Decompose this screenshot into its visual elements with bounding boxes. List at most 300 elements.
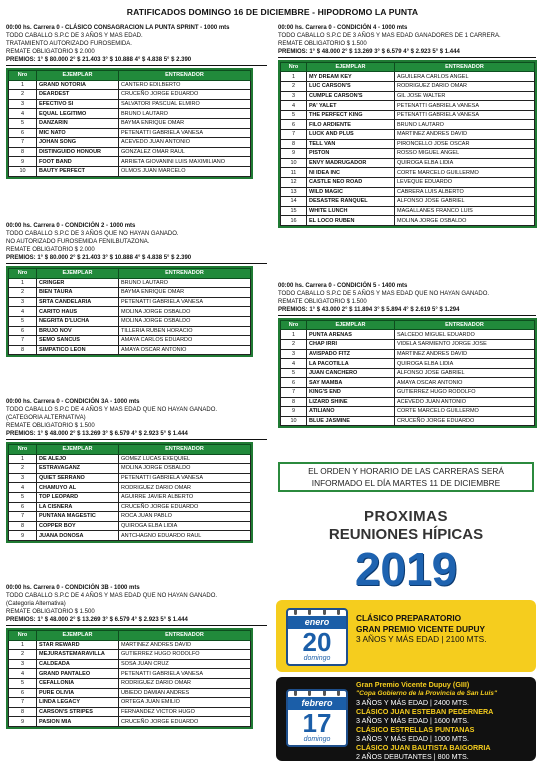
- horse-name: FILO ARDIENTE: [307, 120, 395, 130]
- horse-name: LUC CARSON'S: [307, 82, 395, 92]
- calendar-month: febrero: [288, 697, 346, 710]
- race-block-4: [6, 584, 267, 732]
- column-header-ejemplar: EJEMPLAR: [37, 269, 119, 278]
- race-block-5: [278, 24, 537, 231]
- horse-name: THE PERFECT KING: [307, 110, 395, 120]
- trainer-name: QUIROGA ELBA LIDIA: [119, 521, 251, 531]
- runner-number: 15: [281, 206, 307, 216]
- runner-number: 6: [281, 120, 307, 130]
- runner-number: 4: [9, 483, 37, 493]
- runner-number: 14: [281, 197, 307, 207]
- column-header-nro: Nro: [9, 269, 37, 278]
- trainer-name: PETENATTI GABRIELA VANESA: [119, 297, 251, 307]
- trainer-name: ANTCHAGNO EDUARDO RAUL: [119, 531, 251, 541]
- runners-table: [280, 320, 535, 426]
- horse-name: ATILIANO: [307, 407, 395, 417]
- trainer-name: SALCEDO MIGUEL EDUARDO: [395, 330, 535, 340]
- upcoming-title-line2: REUNIONES HÍPICAS: [328, 526, 484, 543]
- trainer-name: RODRIGUEZ DARIO OMAR: [395, 82, 535, 92]
- race-block-6: [278, 282, 537, 432]
- table-row: [9, 512, 251, 522]
- race-prizes: PREMIOS: 1° $ 48.000 2° $ 13.269 3° $ 6.579 4° $ 2.923 5° $ 1.444: [278, 48, 536, 58]
- race-condition: TODO CABALLO S.P.C DE 4 AÑOS Y MAS EDAD QUE NO HAYAN GANADO.: [6, 407, 218, 414]
- runner-number: 8: [9, 707, 37, 717]
- runners-table-wrapper: [278, 60, 537, 228]
- race-block-2: [6, 222, 267, 360]
- runners-table: [8, 630, 251, 726]
- runner-number: 3: [9, 297, 37, 307]
- calendar-weekday: domingo: [303, 655, 331, 662]
- race-remate: REMATE OBLIGATORIO $ 1.500: [6, 609, 95, 616]
- column-header-entrenador: ENTRENADOR: [119, 445, 251, 454]
- table-row: [9, 166, 251, 176]
- horse-name: GRAND PANTALEO: [37, 669, 119, 679]
- calendar-weekday: domingo: [303, 736, 331, 743]
- trainer-name: PETENATTI GABRIELA VANESA: [119, 128, 251, 138]
- trainer-name: BRUNO LAUTARO: [395, 120, 535, 130]
- trainer-name: OLMOS JUAN MARCELO: [119, 166, 251, 176]
- table-row: [9, 326, 251, 336]
- table-row: [9, 640, 251, 650]
- table-row: [281, 340, 535, 350]
- table-row: [281, 359, 535, 369]
- runner-number: 7: [281, 130, 307, 140]
- race-condition: (CATEGORIA ALTERNATIVA): [6, 415, 86, 422]
- runner-number: 8: [281, 397, 307, 407]
- table-row: [9, 80, 251, 90]
- table-row: [9, 118, 251, 128]
- runner-number: 4: [9, 307, 37, 317]
- table-row: [281, 216, 535, 226]
- trainer-name: GUTIERREZ HUGO RODOLFO: [395, 388, 535, 398]
- trainer-name: BRUNO LAUTARO: [119, 109, 251, 119]
- runner-number: 2: [281, 340, 307, 350]
- trainer-name: GUTIERREZ HUGO RODOLFO: [119, 650, 251, 660]
- trainer-name: GONZALEZ OMAR RAUL: [119, 147, 251, 157]
- trainer-name: ROCA JUAN PABLO: [119, 512, 251, 522]
- race-remate: REMATE OBLIGATORIO $ 2.000: [6, 247, 95, 254]
- trainer-name: ACEVEDO JUAN ANTONIO: [119, 138, 251, 148]
- table-row: [281, 407, 535, 417]
- trainer-name: QUIROGA ELBA LIDIA: [395, 158, 535, 168]
- runner-number: 1: [281, 330, 307, 340]
- calendar-day: 20: [302, 627, 332, 657]
- runner-number: 9: [9, 717, 37, 727]
- column-header-nro: Nro: [9, 445, 37, 454]
- event-line: "Copa Gobierno de la Provincia de San Luis": [356, 690, 498, 697]
- race-condition: TODO CABALLO S.P.C DE 4 AÑOS Y MAS EDAD QUE NO HAYAN GANADO.: [6, 593, 218, 600]
- horse-name: CALDEADA: [37, 659, 119, 669]
- runner-number: 16: [281, 216, 307, 226]
- column-header-entrenador: ENTRENADOR: [395, 63, 535, 72]
- runners-table-wrapper: [278, 318, 537, 428]
- runners-table-wrapper: [6, 628, 253, 728]
- table-row: [281, 197, 535, 207]
- table-row: [281, 72, 535, 82]
- horse-name: PUNTA ARENAS: [307, 330, 395, 340]
- horse-name: DANZARIN: [37, 118, 119, 128]
- table-row: [9, 99, 251, 109]
- horse-name: JUANA DONOSA: [37, 531, 119, 541]
- runner-number: 5: [9, 678, 37, 688]
- column-header-nro: Nro: [9, 631, 37, 640]
- event-card-february: [276, 677, 536, 761]
- horse-name: PURE OLIVIA: [37, 688, 119, 698]
- event-line: CLÁSICO ESTRELLAS PUNTANAS: [356, 725, 475, 734]
- race-header: 00:00 hs. Carrera 0 - CONDICIÓN 2 - 1000 mts: [6, 223, 136, 229]
- runner-number: 5: [9, 316, 37, 326]
- trainer-name: CRUCEÑO JORGE EDUARDO: [119, 502, 251, 512]
- table-row: [9, 473, 251, 483]
- table-row: [9, 521, 251, 531]
- calendar-icon: [286, 608, 348, 666]
- upcoming-year: 2019: [354, 543, 458, 595]
- table-row: [9, 464, 251, 474]
- runner-number: 9: [9, 157, 37, 167]
- runner-number: 2: [9, 650, 37, 660]
- schedule-notice: [278, 462, 534, 492]
- trainer-name: MAGALLANES FRANCO LUIS: [395, 206, 535, 216]
- calendar-icon: [286, 689, 348, 747]
- runner-number: 5: [9, 492, 37, 502]
- horse-name: CUMPLE CARSON'S: [307, 91, 395, 101]
- race-block-3: [6, 398, 267, 546]
- trainer-name: ROSSO MIGUEL ANGEL: [395, 149, 535, 159]
- runner-number: 6: [281, 378, 307, 388]
- horse-name: SRTA CANDELARIA: [37, 297, 119, 307]
- trainer-name: MOLINA JORGE OSBALDO: [119, 316, 251, 326]
- horse-name: EFECTIVO SI: [37, 99, 119, 109]
- runner-number: 6: [9, 688, 37, 698]
- event-line: 3 AÑOS Y MÁS EDAD | 1600 MTS.: [356, 716, 470, 725]
- table-row: [281, 368, 535, 378]
- trainer-name: MARTINEZ ANDRES DAVID: [395, 130, 535, 140]
- horse-name: SIMPATICO LEON: [37, 345, 119, 355]
- table-row: [281, 330, 535, 340]
- runner-number: 6: [9, 326, 37, 336]
- runner-number: 3: [9, 473, 37, 483]
- horse-name: GRAND NOTORIA: [37, 80, 119, 90]
- horse-name: LIZARD SHINE: [307, 397, 395, 407]
- table-row: [281, 397, 535, 407]
- runner-number: 8: [9, 147, 37, 157]
- column-header-ejemplar: EJEMPLAR: [307, 321, 395, 330]
- table-row: [9, 492, 251, 502]
- horse-name: KING'S END: [307, 388, 395, 398]
- horse-name: PASION MIA: [37, 717, 119, 727]
- trainer-name: UBIEDO DAMIAN ANDRES: [119, 688, 251, 698]
- race-prizes: PREMIOS: 1° $ 48.000 2° $ 13.269 3° $ 6.579 4° $ 2.923 5° $ 1.444: [6, 430, 267, 440]
- trainer-name: MOLINA JORGE OSBALDO: [395, 216, 535, 226]
- runner-number: 10: [9, 166, 37, 176]
- race-remate: REMATE OBLIGATORIO $ 2.000: [6, 49, 95, 56]
- race-header: 00:00 hs. Carrera 0 - CONDICIÓN 3B - 1000 mts: [6, 585, 140, 591]
- table-row: [9, 288, 251, 298]
- runner-number: 6: [9, 502, 37, 512]
- horse-name: ENVY MADRUGADOR: [307, 158, 395, 168]
- trainer-name: ALFONSO JOSE GABRIEL: [395, 197, 535, 207]
- table-row: [281, 349, 535, 359]
- race-header: 00:00 hs. Carrera 0 - CONDICIÓN 3A - 1000 mts: [6, 399, 140, 405]
- horse-name: JOHAN SONG: [37, 138, 119, 148]
- runners-table: [8, 268, 251, 355]
- table-row: [9, 659, 251, 669]
- race-remate: REMATE OBLIGATORIO $ 1.500: [278, 41, 367, 48]
- horse-name: DEARDEST: [37, 90, 119, 100]
- trainer-name: ALFONSO JOSE GABRIEL: [395, 368, 535, 378]
- horse-name: BAUTY PERFECT: [37, 166, 119, 176]
- trainer-name: PETENATTI GABRIELA VANESA: [119, 473, 251, 483]
- horse-name: SAY MAMBA: [307, 378, 395, 388]
- trainer-name: BAYMA ENRIQUE OMAR: [119, 118, 251, 128]
- table-row: [9, 128, 251, 138]
- horse-name: CASTLE NEO ROAD: [307, 178, 395, 188]
- horse-name: MY DREAM KEY: [307, 72, 395, 82]
- trainer-name: BAYMA ENRIQUE OMAR: [119, 288, 251, 298]
- horse-name: QUIET SERRANO: [37, 473, 119, 483]
- table-row: [9, 698, 251, 708]
- table-row: [281, 388, 535, 398]
- trainer-name: CORTE MARCELO GUILLERMO: [395, 407, 535, 417]
- runner-number: 7: [9, 698, 37, 708]
- runners-table-wrapper: [6, 68, 253, 178]
- trainer-name: CORTE MARCELO GUILLERMO: [395, 168, 535, 178]
- runner-number: 5: [281, 368, 307, 378]
- horse-name: ESTRAVAGANZ: [37, 464, 119, 474]
- runner-number: 3: [281, 91, 307, 101]
- trainer-name: MOLINA JORGE OSBALDO: [119, 307, 251, 317]
- race-condition: TODO CABALLO S.P.C DE 5 AÑOS Y MAS EDAD QUE NO HAYAN GANADO.: [278, 291, 490, 298]
- runner-number: 8: [9, 345, 37, 355]
- runner-number: 8: [9, 521, 37, 531]
- runner-number: 8: [281, 139, 307, 149]
- runner-number: 11: [281, 168, 307, 178]
- event-card-january: [276, 600, 536, 672]
- runner-number: 7: [281, 388, 307, 398]
- race-prizes: PREMIOS: 1° $ 43.000 2° $ 11.894 3° $ 5.894 4° $ 2.619 5° $ 1.294: [278, 306, 536, 316]
- event-line: Gran Premio Vicente Dupuy (GIII): [356, 680, 470, 689]
- trainer-name: MARTINEZ ANDRES DAVID: [395, 349, 535, 359]
- runners-table: [280, 62, 535, 226]
- horse-name: DE ALEJO: [37, 454, 119, 464]
- trainer-name: GOMEZ LUCAS EXEQUIEL: [119, 454, 251, 464]
- runner-number: 7: [9, 138, 37, 148]
- runner-number: 5: [9, 118, 37, 128]
- horse-name: CEFALLONIA: [37, 678, 119, 688]
- column-header-ejemplar: EJEMPLAR: [37, 445, 119, 454]
- runner-number: 2: [9, 464, 37, 474]
- table-row: [281, 149, 535, 159]
- runner-number: 1: [9, 640, 37, 650]
- horse-name: WHITE LUNCH: [307, 206, 395, 216]
- table-row: [281, 378, 535, 388]
- runner-number: 10: [281, 416, 307, 426]
- column-header-ejemplar: EJEMPLAR: [307, 63, 395, 72]
- trainer-name: PETENATTI GABRIELA VANESA: [395, 110, 535, 120]
- horse-name: TELL VAN: [307, 139, 395, 149]
- column-header-ejemplar: EJEMPLAR: [37, 631, 119, 640]
- table-row: [281, 91, 535, 101]
- table-row: [281, 187, 535, 197]
- column-header-entrenador: ENTRENADOR: [395, 321, 535, 330]
- table-row: [281, 101, 535, 111]
- runner-number: 1: [281, 72, 307, 82]
- trainer-name: GIL JOSE WALTER: [395, 91, 535, 101]
- table-row: [9, 650, 251, 660]
- horse-name: EL LOCO RUBEN: [307, 216, 395, 226]
- race-prizes: PREMIOS: 1° $ 80.000 2° $ 21.403 3° $ 10.888 4° $ 4.838 5° $ 2.390: [6, 254, 267, 264]
- trainer-name: MOLINA JORGE OSBALDO: [119, 464, 251, 474]
- event-line: 3 AÑOS Y MÁS EDAD | 2100 MTS.: [356, 634, 487, 644]
- runner-number: 4: [9, 669, 37, 679]
- column-header-nro: Nro: [281, 63, 307, 72]
- horse-name: COPPER BOY: [37, 521, 119, 531]
- runner-number: 9: [281, 149, 307, 159]
- table-row: [281, 168, 535, 178]
- table-row: [9, 90, 251, 100]
- table-row: [281, 178, 535, 188]
- runner-number: 2: [9, 288, 37, 298]
- runner-number: 1: [9, 278, 37, 288]
- runner-number: 7: [9, 512, 37, 522]
- table-row: [9, 531, 251, 541]
- runner-number: 13: [281, 187, 307, 197]
- trainer-name: SALVATORI PASCUAL ELMIRO: [119, 99, 251, 109]
- table-row: [9, 138, 251, 148]
- table-row: [9, 483, 251, 493]
- race-condition: TODO CABALLO S.P.C DE 3 AÑOS QUE NO HAYAN GANADO.: [6, 231, 179, 238]
- horse-name: LUCK AND PLUS: [307, 130, 395, 140]
- trainer-name: ACEVEDO JUAN ANTONIO: [395, 397, 535, 407]
- table-row: [9, 717, 251, 727]
- event-line: 3 AÑOS Y MÁS EDAD | 1000 MTS.: [356, 734, 470, 743]
- table-row: [9, 147, 251, 157]
- runner-number: 9: [9, 531, 37, 541]
- horse-name: JUAN CANCHERO: [307, 368, 395, 378]
- runner-number: 3: [9, 99, 37, 109]
- runner-number: 5: [281, 110, 307, 120]
- race-block-1: [6, 24, 267, 182]
- trainer-name: AMAYA OSCAR ANTONIO: [119, 345, 251, 355]
- horse-name: DESASTRE RANQUEL: [307, 197, 395, 207]
- runner-number: 2: [281, 82, 307, 92]
- runner-number: 4: [9, 109, 37, 119]
- horse-name: BIEN TAURA: [37, 288, 119, 298]
- horse-name: WILD MAGIC: [307, 187, 395, 197]
- race-header: 00:00 hs. Carrera 0 - CONDICIÓN 5 - 1400 mts: [278, 283, 408, 289]
- table-row: [281, 82, 535, 92]
- horse-name: PISTON: [307, 149, 395, 159]
- race-condition: (Categoria Alternativa): [6, 601, 66, 608]
- horse-name: LINDA LEGACY: [37, 698, 119, 708]
- horse-name: MIC NATO: [37, 128, 119, 138]
- column-header-nro: Nro: [281, 321, 307, 330]
- trainer-name: CABRERA LUIS ALBERTO: [395, 187, 535, 197]
- event-line: CLÁSICO JUAN BAUTISTA BAIGORRIA: [356, 743, 491, 752]
- horse-name: NEGRITA D'LUCHA: [37, 316, 119, 326]
- horse-name: NI IDEA INC: [307, 168, 395, 178]
- trainer-name: CANTERO EDILBERTO: [119, 80, 251, 90]
- race-header: 00:00 hs. Carrera 0 - CONDICIÓN 4 - 1000 mts: [278, 25, 408, 31]
- trainer-name: MARTINEZ ANDRES DAVID: [119, 640, 251, 650]
- horse-name: CARSON'S STRIPES: [37, 707, 119, 717]
- runner-number: 9: [281, 407, 307, 417]
- table-row: [9, 297, 251, 307]
- trainer-name: CRUCEÑO JORGE EDUARDO: [119, 717, 251, 727]
- race-header: 00:00 hs. Carrera 0 - CLÁSICO CONSAGRACION LA PUNTA SPRINT - 1000 mts: [6, 25, 230, 31]
- table-row: [9, 157, 251, 167]
- trainer-name: RODRIGUEZ DARIO OMAR: [119, 483, 251, 493]
- runner-number: 1: [9, 454, 37, 464]
- runner-number: 3: [9, 659, 37, 669]
- trainer-name: CRUCEÑO JORGE EDUARDO: [395, 416, 535, 426]
- runner-number: 4: [281, 359, 307, 369]
- runner-number: 4: [281, 101, 307, 111]
- upcoming-meetings-heading: [278, 508, 534, 593]
- column-header-entrenador: ENTRENADOR: [119, 71, 251, 80]
- table-row: [281, 110, 535, 120]
- table-row: [281, 130, 535, 140]
- event-line: CLÁSICO JUAN ESTEBAN PEDERNERA: [356, 707, 494, 716]
- trainer-name: PIRONCELLO JOSE OSCAR: [395, 139, 535, 149]
- column-header-entrenador: ENTRENADOR: [119, 631, 251, 640]
- notice-line: INFORMADO EL DÍA MARTES 11 DE DICIEMBRE: [311, 477, 501, 488]
- horse-name: EQUAL LEGITIMO: [37, 109, 119, 119]
- race-prizes: PREMIOS: 1° $ 80.000 2° $ 21.403 3° $ 10.888 4° $ 4.838 5° $ 2.390: [6, 56, 267, 66]
- trainer-name: ORTEGA JUAN EMILIO: [119, 698, 251, 708]
- runner-number: 7: [9, 336, 37, 346]
- calendar-month: enero: [288, 616, 346, 629]
- runner-number: 3: [281, 349, 307, 359]
- table-row: [9, 345, 251, 355]
- table-row: [9, 454, 251, 464]
- event-line: GRAN PREMIO VICENTE DUPUY: [356, 623, 486, 634]
- trainer-name: RODRIGUEZ DARIO OMAR: [119, 678, 251, 688]
- trainer-name: QUIROGA ELBA LIDIA: [395, 359, 535, 369]
- event-details: [356, 613, 532, 645]
- horse-name: PA' YALET: [307, 101, 395, 111]
- race-condition: TRATAMIENTO AUTORIZADO FUROSEMIDA.: [6, 41, 132, 48]
- calendar-day: 17: [302, 708, 332, 738]
- table-row: [9, 707, 251, 717]
- horse-name: CRINGER: [37, 278, 119, 288]
- table-row: [9, 688, 251, 698]
- runner-number: 2: [9, 90, 37, 100]
- trainer-name: PETENATTI GABRIELA VANESA: [119, 669, 251, 679]
- trainer-name: SOSA JUAN CRUZ: [119, 659, 251, 669]
- column-header-nro: Nro: [9, 71, 37, 80]
- horse-name: DISTINGUIDO HONOUR: [37, 147, 119, 157]
- horse-name: TOP LEOPARD: [37, 492, 119, 502]
- trainer-name: CRUCEÑO JORGE EDUARDO: [119, 90, 251, 100]
- runner-number: 12: [281, 178, 307, 188]
- table-row: [9, 278, 251, 288]
- race-remate: REMATE OBLIGATORIO $ 1.500: [6, 423, 95, 430]
- table-row: [9, 307, 251, 317]
- upcoming-title-line1: PROXIMAS: [363, 508, 448, 525]
- horse-name: BLUE JASMINE: [307, 416, 395, 426]
- horse-name: AVISPADO FITZ: [307, 349, 395, 359]
- horse-name: STAR REWARD: [37, 640, 119, 650]
- runner-number: 10: [281, 158, 307, 168]
- table-row: [9, 316, 251, 326]
- event-details: [356, 680, 534, 761]
- horse-name: FOOT BAND: [37, 157, 119, 167]
- race-condition: TODO CABALLO S.P.C DE 3 AÑOS Y MAS EDAD GANADORES DE 1 CARRERA.: [278, 33, 501, 40]
- event-line: 3 AÑOS Y MÁS EDAD | 2400 MTS.: [356, 698, 470, 707]
- table-row: [9, 678, 251, 688]
- event-line: 2 AÑOS DEBUTANTES | 800 MTS.: [356, 752, 469, 761]
